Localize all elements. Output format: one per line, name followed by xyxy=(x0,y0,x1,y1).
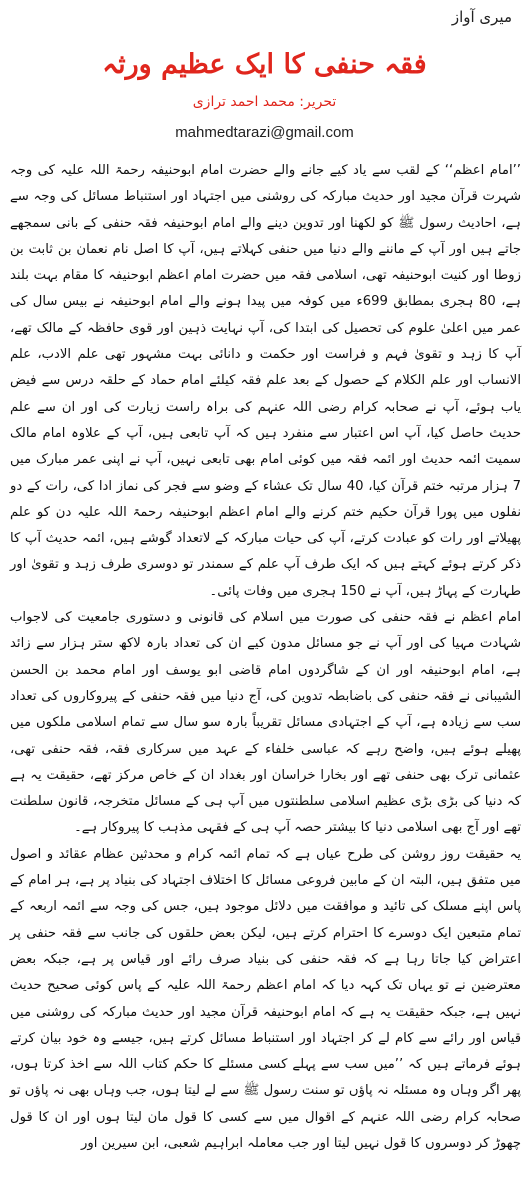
article-body xyxy=(10,158,521,1157)
paragraph-2: امام اعظم نے فقہ حنفی کی صورت میں اسلام کی قانونی و دستوری جامعیت کی لاجواب شہادت مہیا کی اور آپ نے جو مسائل مدون کیے ان کی تعداد بارہ لاکھ ستر ہزار سے زائد ہے، امام ابوحنیفہ اور ان کے شاگردوں امام قاضی ابو یوسف اور امام محمد بن الحسن الشیبانی نے فقہ حنفی کی باضابطہ تدوین کی، آج دنیا میں فقہ حنفی کے پیروکاروں کی تعداد سب سے زیادہ ہے، آپ کے اجتہادی مسائل تقریباً بارہ سو سال سے تمام اسلامی ملکوں میں پھیلے ہوئے ہیں، واضح رہے کہ عباسی خلفاء کے عہد میں سرکاری فقہ، فقہ حنفی تھی، عثمانی ترک بھی حنفی تھے اور بخارا خراسان اور بغداد ان کے خاص مرکز تھے، حقیقت یہ ہے کہ دنیا کی بڑی بڑی عظیم اسلامی سلطنتوں میں آپ ہی کے مسائل متخرجہ، قانون سلطنت تھے اور آج بھی اسلامی دنیا کا بیشتر حصہ آپ ہی کے فقہی مذہب کا پیروکار ہے۔ xyxy=(10,610,521,836)
article-headline: فقہ حنفی کا ایک عظیم ورثہ xyxy=(102,49,427,80)
author-byline: تحریر: محمد احمد ترازی xyxy=(192,94,337,110)
paragraph-1: ’’امام اعظم‘‘ کے لقب سے یاد کیے جانے والے حضرت امام ابوحنیفہ رحمۃ اللہ علیہ کی وجہ شہرت قرآن مجید اور حدیث مبارکہ کی روشنی میں اجتہاد اور استنباط مسائل کی وجہ سے ہے، احادیث رسول ﷺ کو لکھنا اور تدوین دینے والے امام ابوحنیفہ فقہ حنفی کے بانی سمجھے جاتے ہیں اور آپ کے ماننے والے دنیا میں حنفی کہلاتے ہیں، آپ کا اصل نام نعمان بن ثابت بن زوطا اور کنیت ابوحنیفہ تھی، اسلامی فقہ میں حضرت امام اعظم ابوحنیفہ کا مقام بہت بلند ہے، 80 ہجری بمطابق 699ء میں کوفہ میں پیدا ہونے والے امام ابوحنیفہ نے بیس سال کی عمر میں اعلیٰ علوم کی تحصیل کی ابتدا کی، آپ نہایت ذہین اور قوی حافظہ کے مالک تھے، آپ کا زہد و تقویٰ فہم و فراست اور حکمت و دانائی بہت مشہور تھی علم الادب، علم الانساب اور علم الکلام کے حصول کے بعد علم فقہ کیلئے امام حماد کے حلقہ درس سے فیض یاب ہوئے، آپ نے صحابہ کرام رضی اللہ عنہم کی براہ راست زیارت کی اور ان سے علم حدیث حاصل کیا، آپ اس اعتبار سے منفرد ہیں کہ آپ تابعی ہیں، آپ کے علاوہ امام مالک سمیت ائمہ حدیث اور ائمہ فقہ میں کوئی امام بھی تابعی نہیں، آپ نے اپنی عمر مبارک میں 7 ہزار مرتبہ ختم قرآن کیا، 40 سال تک عشاء کے وضو سے فجر کی نماز ادا کی، رات کے دو نفلوں میں پورا قرآن حکیم ختم کرنے والے امام اعظم ابوحنیفہ رحمۃ اللہ علیہ دن کو علم پھیلاتے اور رات کو عبادت کرتے، آپ کی حیات مبارکہ کے لاتعداد گوشے ہیں، ائمہ حدیث آپ کا ذکر کرتے ہوئے کہتے ہیں کہ ایک طرف آپ علم کے سمندر تو دوسری طرف زہد و تقویٰ اور طہارت کے پہاڑ ہیں، آپ نے 150 ہجری میں وفات پائی۔ xyxy=(10,163,522,599)
author-email[interactable]: mahmedtarazi@gmail.com xyxy=(175,124,354,141)
column-name: میری آواز xyxy=(451,8,512,26)
paragraph-3: یہ حقیقت روز روشن کی طرح عیاں ہے کہ تمام ائمہ کرام و محدثین عظام عقائد و اصول میں متفق ہیں، البتہ ان کے مابین فروعی مسائل کا اختلاف اجتہاد کی بنیاد پر ہے، ہر امام کے پاس اپنے مسلک کی تائید و موافقت میں دلائل موجود ہیں، جس کی وجہ سے ائمہ اربعہ کے تمام متبعین ایک دوسرے کا احترام کرتے ہیں، لیکن بعض حلقوں کی جانب سے فقہ حنفی پر اعتراض کیا جاتا رہا ہے کہ فقہ حنفی کی بنیاد صرف رائے اور قیاس پر ہے، جبکہ بعض معترضین نے تو یہاں تک کہہ دیا کہ امام اعظم رحمۃ اللہ علیہ کے پاس کوئی صحیح حدیث نہیں ہے، جبکہ حقیقت یہ ہے کہ امام ابوحنیفہ قرآن مجید اور حدیث مبارکہ کی روشنی میں قیاس اور رائے سے کام لے کر اجتہاد اور استنباط مسائل کرتے ہیں، جیسے وہ خود بیان کرتے ہوئے فرماتے ہیں کہ ’’میں سب سے پہلے کسی مسئلے کا حکم کتاب اللہ سے اخذ کرتا ہوں، پھر اگر وہاں وہ مسئلہ نہ پاؤں تو سنت رسول ﷺ سے لے لیتا ہوں، جب وہاں بھی نہ پاؤں تو صحابہ کرام رضی اللہ عنہم کے اقوال میں سے کسی کا قول مان لیتا ہوں اور ان کا قول چھوڑ کر دوسروں کا قول نہیں لیتا اور جب معاملہ ابراہیم شعبی، ابن سیرین اور xyxy=(10,846,521,1151)
